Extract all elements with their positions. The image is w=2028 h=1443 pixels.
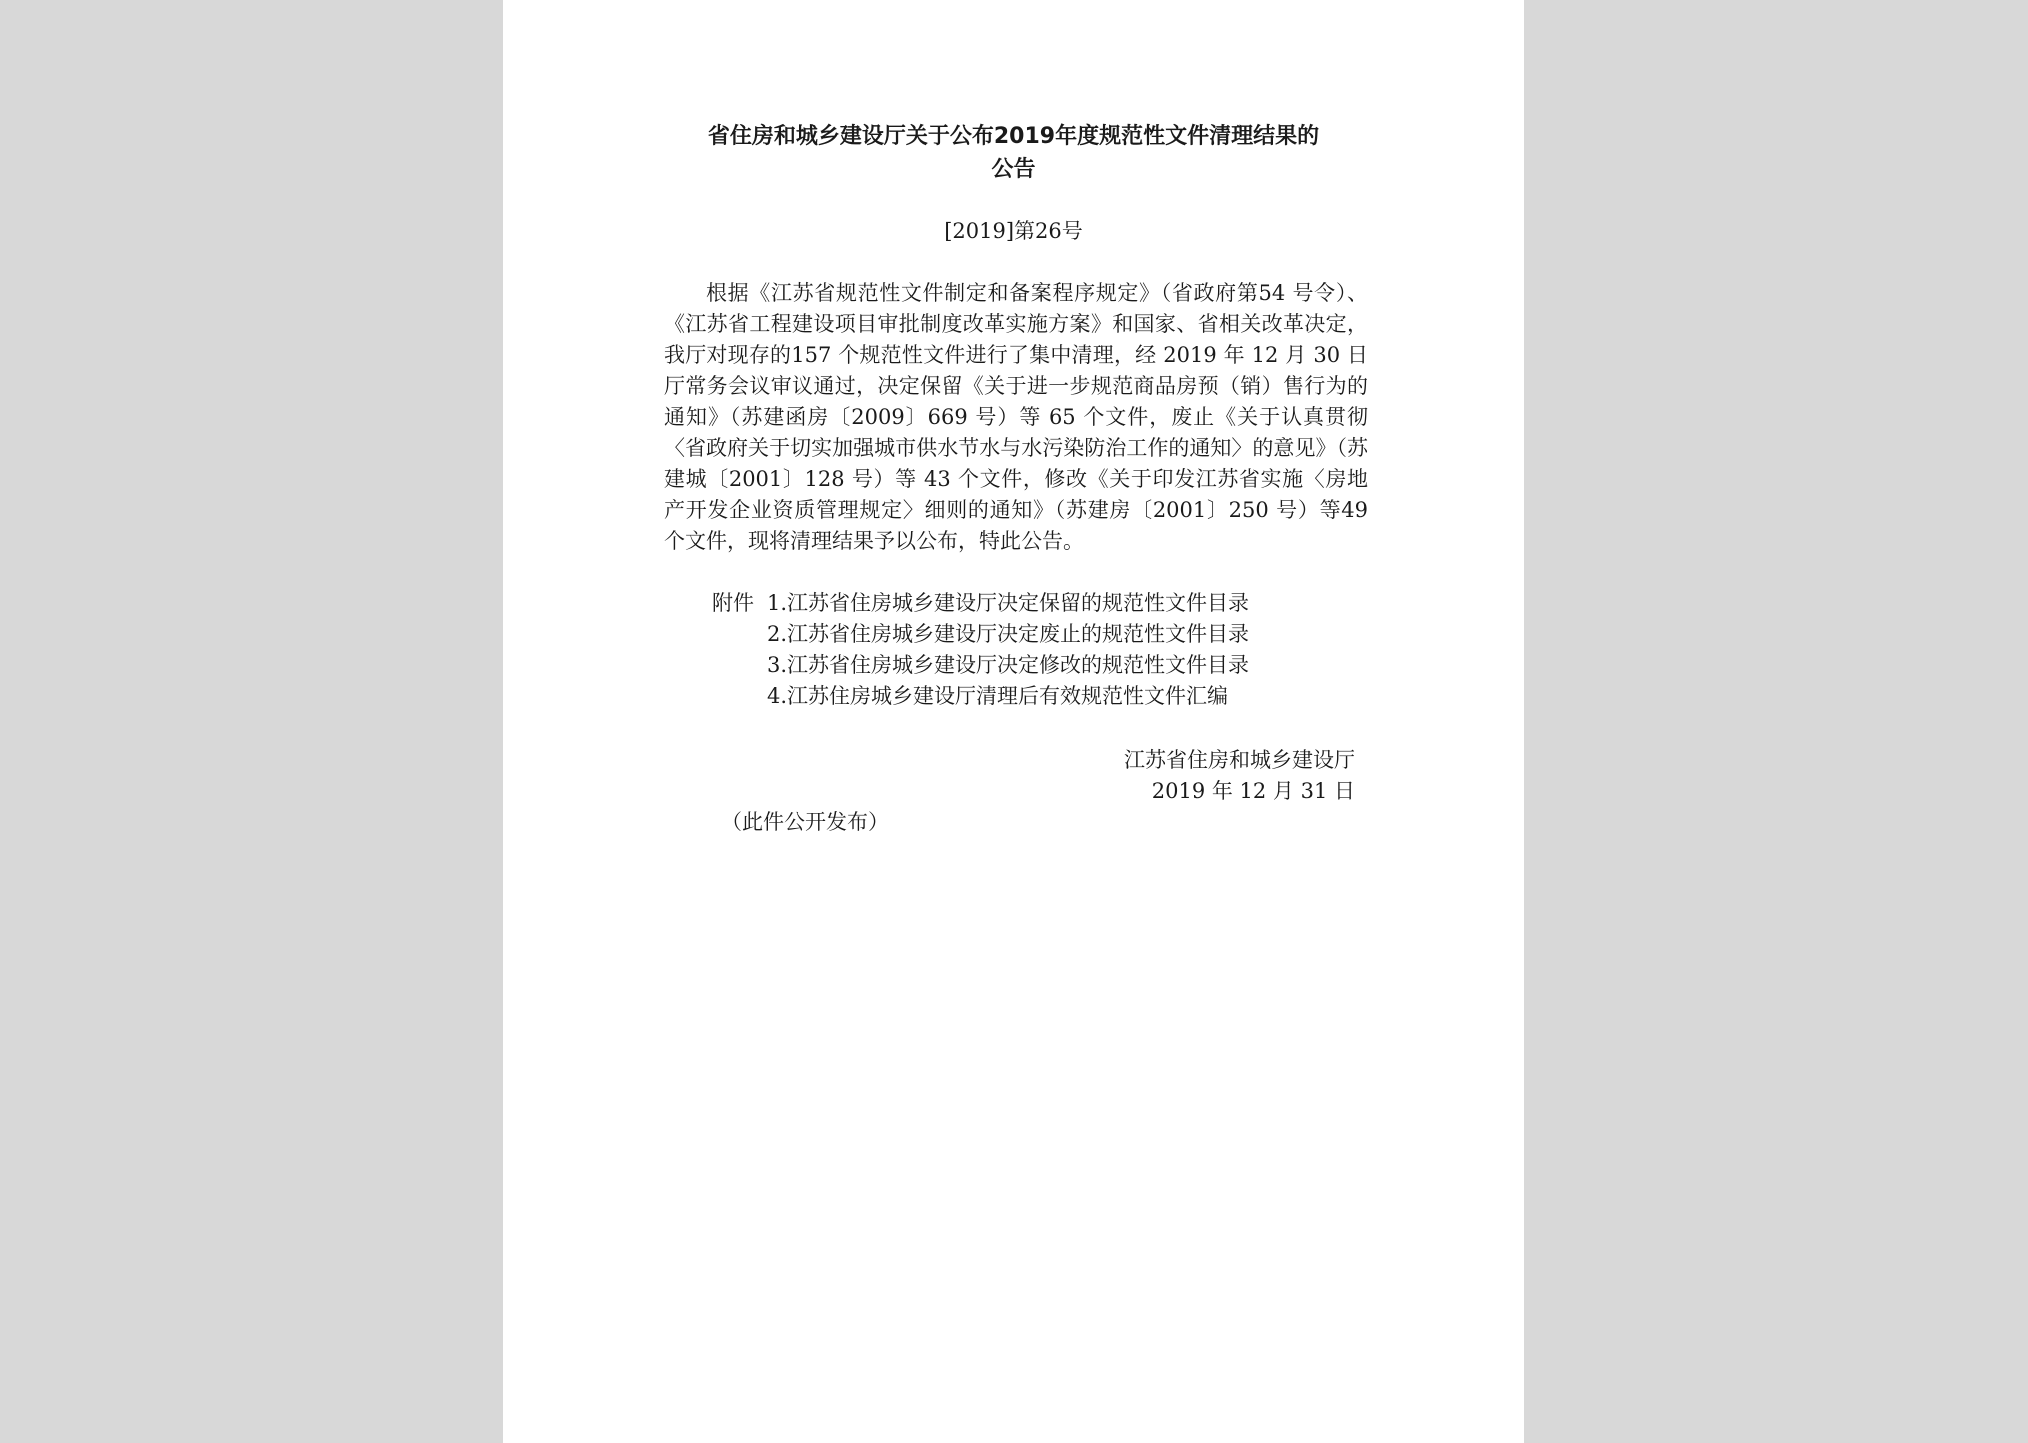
attachment-item <box>712 619 1249 650</box>
document-page <box>503 0 1524 1443</box>
title-line-2: 公告 <box>991 157 1036 182</box>
document-title <box>503 120 1524 186</box>
attachments-list <box>712 588 1249 712</box>
attachment-text: 4.江苏住房城乡建设厅清理后有效规范性文件汇编 <box>767 684 1229 708</box>
attachment-item <box>712 588 1249 619</box>
attachment-item <box>712 681 1249 712</box>
publication-note: （此件公开发布） <box>721 810 889 834</box>
body-paragraph: 根据《江苏省规范性文件制定和备案程序规定》（省政府第54 号令）、《江苏省工程建设项目审批制度改革实施方案》和国家、省相关改革决定，我厅对现存的157 个规范性文件进行了集中清理，经 2019 年 12 月 30 日厅常务会议审议通过，决定保留《关于进一步规范商品房预（销）售行为的通知》（苏建函房〔2009〕669 号）等 65 个文件，废止《关于认真贯彻〈省政府关于切实加强城市供水节水与水污染防治工作的通知〉的意见》（苏建城〔2001〕128 号）等 43 个文件，修改《关于印发江苏省实施〈房地产开发企业资质管理规定〉细则的通知》（苏建房〔2001〕250 号）等49 个文件，现将清理结果予以公布，特此公告。 <box>664 281 1368 553</box>
title-line-1: 省住房和城乡建设厅关于公布2019年度规范性文件清理结果的 <box>707 124 1320 149</box>
attachment-text: 3.江苏省住房城乡建设厅决定修改的规范性文件目录 <box>767 653 1250 677</box>
issue-date: 2019 年 12 月 31 日 <box>1151 779 1355 803</box>
attachment-text: 1.江苏省住房城乡建设厅决定保留的规范性文件目录 <box>767 591 1250 615</box>
document-number: [2019]第26号 <box>944 219 1083 243</box>
attachments-label: 附件 <box>712 591 754 615</box>
issuer-signature: 江苏省住房和城乡建设厅 <box>1124 748 1355 772</box>
attachment-item <box>712 650 1249 681</box>
attachment-text: 2.江苏省住房城乡建设厅决定废止的规范性文件目录 <box>767 622 1250 646</box>
